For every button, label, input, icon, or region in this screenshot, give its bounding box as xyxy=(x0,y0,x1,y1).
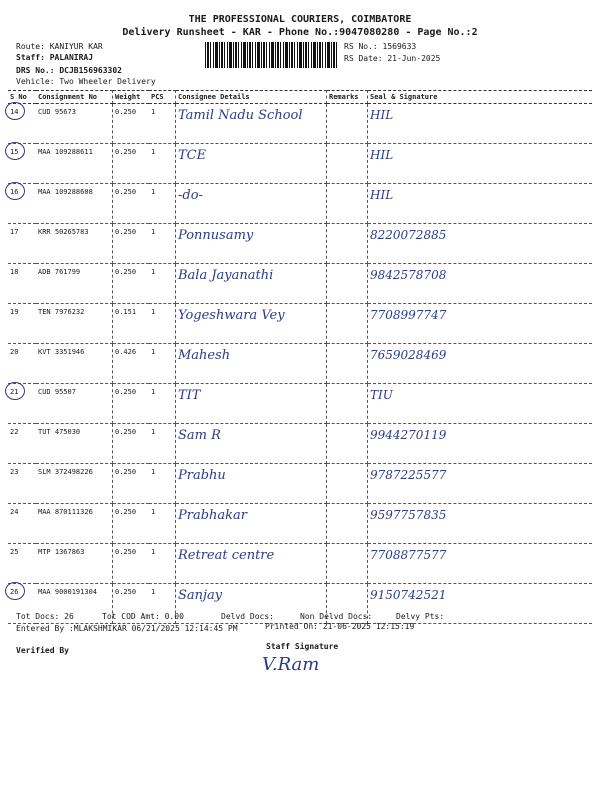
cell-pcs: 1 xyxy=(149,184,176,224)
circle-mark xyxy=(5,182,25,200)
cell-consignment: MAA 870111326 xyxy=(36,504,113,544)
circle-mark xyxy=(5,382,25,400)
cell-consignment: CUD 95673 xyxy=(36,104,113,144)
table-row xyxy=(8,224,592,264)
cell-consignee: Retreat centre xyxy=(176,544,327,584)
cell-weight: 0.250 xyxy=(113,384,150,424)
cell-consignment: KVT 3351946 xyxy=(36,344,113,384)
staff-signature-label: Staff Signature xyxy=(266,642,339,651)
table-row xyxy=(8,304,592,344)
cell-pcs: 1 xyxy=(149,424,176,464)
cell-signature: 7659028469 xyxy=(368,344,593,384)
cell-consignee: Mahesh xyxy=(176,344,327,384)
cell-signature: 9944270119 xyxy=(368,424,593,464)
drs-label: DRS No.: DCJB156963302 xyxy=(16,66,122,75)
cell-consignment: MTP 1367863 xyxy=(36,544,113,584)
circle-mark xyxy=(5,582,25,600)
cell-remarks xyxy=(327,424,368,464)
staff-label: Staff: PALANIRAJ xyxy=(16,53,94,62)
page-title: THE PROFESSIONAL COURIERS, COIMBATORE xyxy=(188,14,412,25)
cell-pcs: 1 xyxy=(149,584,176,624)
cell-consignee: Yogeshwara Vey xyxy=(176,304,327,344)
delvd-docs: Delvd Docs: xyxy=(221,612,274,621)
cell-consignment: MAA 109288611 xyxy=(36,144,113,184)
cell-sno: 17 xyxy=(8,224,36,264)
cell-remarks xyxy=(327,104,368,144)
cell-sno: 18 xyxy=(8,264,36,304)
cell-pcs: 1 xyxy=(149,264,176,304)
cell-consignee: Prabhakar xyxy=(176,504,327,544)
cell-consignment: CUD 95507 xyxy=(36,384,113,424)
route-label: Route: KANIYUR KAR xyxy=(16,42,103,51)
cell-sno: 19 xyxy=(8,304,36,344)
cell-pcs: 1 xyxy=(149,504,176,544)
staff-signature-hand: V.Ram xyxy=(262,654,320,675)
cell-remarks xyxy=(327,144,368,184)
cell-signature: 9787225577 xyxy=(368,464,593,504)
table-row xyxy=(8,464,592,504)
cell-consignment: KRR 50265783 xyxy=(36,224,113,264)
cell-sno: 25 xyxy=(8,544,36,584)
rs-no-label: RS No.: 1569633 xyxy=(344,42,417,51)
cell-consignee: TIT xyxy=(176,384,327,424)
barcode-image xyxy=(205,42,337,68)
col-consignee: Consignee Details xyxy=(176,91,327,104)
cell-consignee: -do- xyxy=(176,184,327,224)
table-row xyxy=(8,104,592,144)
table-row xyxy=(8,144,592,184)
cell-pcs: 1 xyxy=(149,344,176,384)
cell-remarks xyxy=(327,344,368,384)
cell-signature: 7708997747 xyxy=(368,304,593,344)
table-row xyxy=(8,424,592,464)
cell-consignee: Tamil Nadu School xyxy=(176,104,327,144)
cell-consignment: SLM 372498226 xyxy=(36,464,113,504)
circle-mark xyxy=(5,142,25,160)
table-row xyxy=(8,264,592,304)
page-subtitle: Delivery Runsheet - KAR - Phone No.:9047080280 - Page No.:2 xyxy=(122,27,478,38)
cell-consignee: TCE xyxy=(176,144,327,184)
col-sno: S No xyxy=(8,91,36,104)
cell-pcs: 1 xyxy=(149,464,176,504)
cell-signature: TIU xyxy=(368,384,593,424)
cell-weight: 0.250 xyxy=(113,464,150,504)
cell-sno: 26 xyxy=(8,584,36,624)
table-row xyxy=(8,504,592,544)
cell-remarks xyxy=(327,384,368,424)
cell-consignee: Sam R xyxy=(176,424,327,464)
cell-weight: 0.250 xyxy=(113,264,150,304)
cell-consignment: TUT 475030 xyxy=(36,424,113,464)
table-row xyxy=(8,384,592,424)
cell-signature: 9842578708 xyxy=(368,264,593,304)
cell-signature: HIL xyxy=(368,104,593,144)
cell-sno: 16 xyxy=(8,184,36,224)
cell-weight: 0.250 xyxy=(113,504,150,544)
cell-sno: 21 xyxy=(8,384,36,424)
table-header-row xyxy=(8,91,592,104)
col-signature: Seal & Signature xyxy=(368,91,593,104)
cell-signature: HIL xyxy=(368,184,593,224)
printed-on: Printed On: 21-06-2025 12:15:19 xyxy=(265,622,415,631)
non-delvd-docs: Non Delvd Docs: xyxy=(300,612,373,621)
cell-sno: 14 xyxy=(8,104,36,144)
verified-by: Verified By xyxy=(16,646,69,655)
cell-pcs: 1 xyxy=(149,544,176,584)
cell-pcs: 1 xyxy=(149,104,176,144)
cell-consignment: TEN 7976232 xyxy=(36,304,113,344)
tot-cod-amt: Tot COD Amt: 0.00 xyxy=(102,612,184,621)
cell-signature: 9597757835 xyxy=(368,504,593,544)
tot-docs: Tot Docs: 26 xyxy=(16,612,74,621)
cell-remarks xyxy=(327,504,368,544)
cell-sno: 20 xyxy=(8,344,36,384)
cell-signature: HIL xyxy=(368,144,593,184)
vehicle-label: Vehicle: Two Wheeler Delivery xyxy=(16,77,156,86)
cell-consignee: Bala Jayanathi xyxy=(176,264,327,304)
cell-weight: 0.250 xyxy=(113,184,150,224)
cell-weight: 0.250 xyxy=(113,544,150,584)
col-remarks: Remarks xyxy=(327,91,368,104)
cell-consignee: Prabhu xyxy=(176,464,327,504)
cell-pcs: 1 xyxy=(149,144,176,184)
cell-remarks xyxy=(327,464,368,504)
cell-signature: 9150742521 xyxy=(368,584,593,624)
cell-weight: 0.250 xyxy=(113,584,150,624)
cell-remarks xyxy=(327,544,368,584)
cell-consignment: MAA 109288608 xyxy=(36,184,113,224)
cell-remarks xyxy=(327,224,368,264)
cell-remarks xyxy=(327,184,368,224)
col-weight: Weight xyxy=(113,91,150,104)
cell-consignee: Sanjay xyxy=(176,584,327,624)
col-consignment: Consignment No xyxy=(36,91,113,104)
col-pcs: PCS xyxy=(149,91,176,104)
delvy-pts: Delvy Pts: xyxy=(396,612,445,621)
runsheet-table xyxy=(8,90,592,624)
circle-mark xyxy=(5,102,25,120)
cell-weight: 0.151 xyxy=(113,304,150,344)
cell-pcs: 1 xyxy=(149,384,176,424)
cell-weight: 0.250 xyxy=(113,224,150,264)
cell-sno: 23 xyxy=(8,464,36,504)
entered-by: Entered By :MLAKSHMIKAR 06/21/2025 12:14:45 PM xyxy=(16,624,238,633)
cell-consignment: MAA 9000191304 xyxy=(36,584,113,624)
table-row xyxy=(8,544,592,584)
cell-sno: 22 xyxy=(8,424,36,464)
cell-pcs: 1 xyxy=(149,224,176,264)
cell-consignee: Ponnusamy xyxy=(176,224,327,264)
cell-weight: 0.250 xyxy=(113,104,150,144)
cell-weight: 0.426 xyxy=(113,344,150,384)
cell-remarks xyxy=(327,304,368,344)
rs-date-label: RS Date: 21-Jun-2025 xyxy=(344,54,441,63)
cell-signature: 8220072885 xyxy=(368,224,593,264)
cell-sno: 15 xyxy=(8,144,36,184)
cell-signature: 7708877577 xyxy=(368,544,593,584)
table-row xyxy=(8,184,592,224)
table-row xyxy=(8,344,592,384)
cell-sno: 24 xyxy=(8,504,36,544)
cell-pcs: 1 xyxy=(149,304,176,344)
cell-weight: 0.250 xyxy=(113,424,150,464)
cell-weight: 0.250 xyxy=(113,144,150,184)
cell-remarks xyxy=(327,264,368,304)
cell-consignment: ADB 761799 xyxy=(36,264,113,304)
